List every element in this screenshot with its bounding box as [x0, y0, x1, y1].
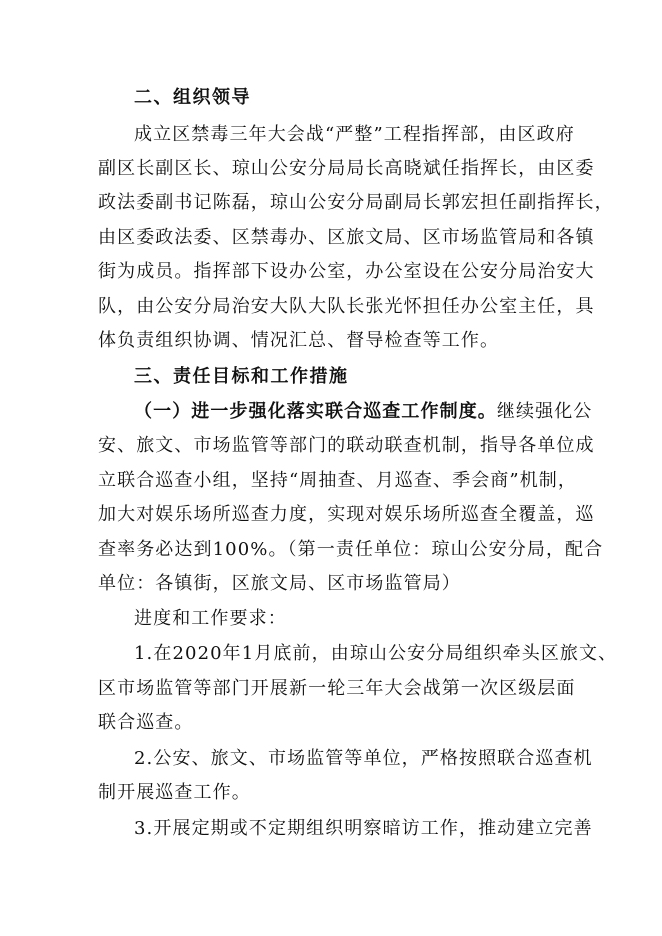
point-line: 2.公安、旅文、市场监管等单位，严格按照联合巡查机 — [134, 748, 593, 769]
paragraph-line: 政法委副书记陈磊，琼山公安分局副局长郭宏担任副指挥长， — [98, 192, 614, 213]
paragraph-line: 加大对娱乐场所巡查力度，实现对娱乐场所巡查全覆盖，巡 — [98, 504, 595, 525]
item-first-line — [134, 401, 593, 423]
paragraph-line: 副区长副区长、琼山公安分局局长高晓斌任指挥长，由区委 — [98, 158, 595, 179]
paragraph-line: 队，由公安分局治安大队大队长张光怀担任办公室主任，具 — [98, 296, 595, 317]
paragraph-line: 立联合巡查小组，坚持“周抽查、月巡查、季会商”机制， — [98, 470, 578, 491]
item-title: （一）进一步强化落实联合巡查工作制度。 — [134, 401, 497, 422]
section-heading-organization: 二、组织领导 — [134, 87, 251, 108]
paragraph-line: 查率务必达到100%。（第一责任单位：琼山公安分局，配合 — [98, 539, 604, 560]
point-line: 1.在2020年1月底前，由琼山公安分局组织牵头区旅文、 — [134, 643, 618, 664]
paragraph-line: 体负责组织协调、情况汇总、督导检查等工作。 — [98, 330, 500, 351]
point-line: 3.开展定期或不定期组织明察暗访工作，推动建立完善 — [134, 818, 593, 839]
paragraph-line: 由区委政法委、区禁毒办、区旅文局、区市场监管局和各镇 — [98, 227, 595, 248]
section-heading-responsibility: 三、责任目标和工作措施 — [134, 366, 349, 387]
point-line: 联合巡查。 — [98, 712, 194, 733]
point-line: 区市场监管等部门开展新一轮三年大会战第一次区级层面 — [98, 678, 576, 699]
paragraph-line: 成立区禁毒三年大会战“严整”工程指挥部，由区政府 — [134, 124, 575, 145]
paragraph-line: 街为成员。指挥部下设办公室，办公室设在公安分局治安大 — [98, 261, 595, 282]
point-line: 制开展巡查工作。 — [98, 782, 251, 803]
paragraph-line: 安、旅文、市场监管等部门的联动联查机制，指导各单位成 — [98, 435, 595, 456]
item-text: 继续强化公 — [496, 401, 593, 422]
paragraph-line: 单位：各镇街，区旅文局、区市场监管局） — [98, 573, 461, 594]
progress-label: 进度和工作要求： — [134, 608, 287, 629]
